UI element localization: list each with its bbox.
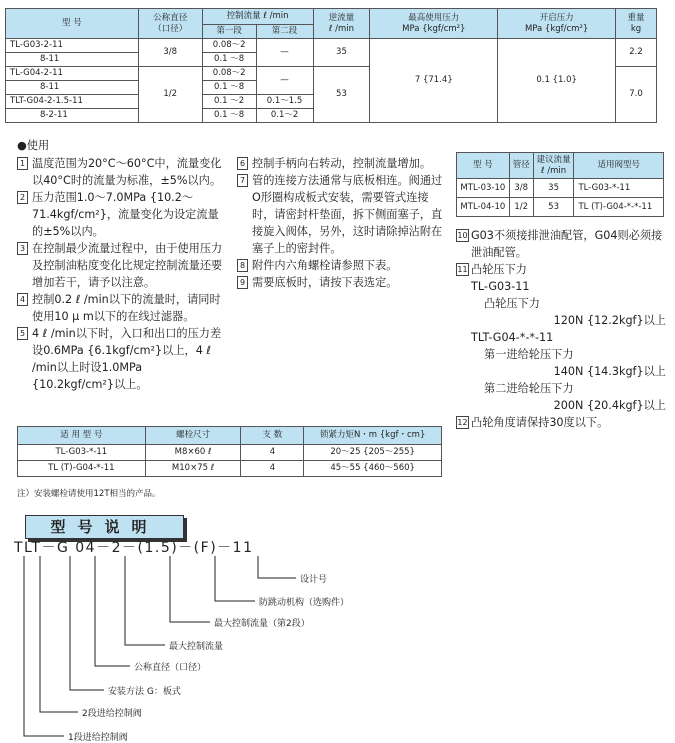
- model-code: TLT－G 04－2－(1.5)－(F)－11: [14, 540, 254, 556]
- header-cell: 螺栓尺寸: [145, 427, 241, 445]
- item-text: 凸轮角度请保持30度以下。: [471, 416, 609, 430]
- item-text: 需要底板时，请按下表选定。: [252, 276, 398, 290]
- table-cell: TL-G03-*-11: [18, 445, 146, 461]
- stage1-cell: 0.1 〜2: [202, 95, 256, 109]
- header-cell: 适用阀型号: [574, 153, 664, 179]
- table-cell: 4: [241, 461, 304, 477]
- model-cell: TL-G03-2-11: [6, 39, 139, 53]
- cam-g03-value: 120N {12.2kgf}以上: [553, 314, 666, 328]
- item-number: 12: [457, 418, 468, 428]
- crack-pressure-cell: 0.1 {1.0}: [498, 39, 616, 123]
- code-label: 2段进给控制阀: [82, 709, 142, 719]
- code-label: 1段进给控制阀: [68, 733, 128, 743]
- item-number: 11: [457, 265, 468, 275]
- header-cell: 型 号: [457, 153, 510, 179]
- stage1-cell: 0.1 〜8: [202, 53, 256, 67]
- stage2-cell: 0.1〜2: [256, 109, 313, 123]
- code-label: 安装方法 G：板式: [108, 687, 181, 697]
- leader-line: [258, 556, 296, 578]
- table-cell: TL-G03-*-11: [574, 179, 664, 198]
- header-model: 型 号: [6, 9, 139, 39]
- header-cell: 锁紧力矩N・m {kgf・cm}: [304, 427, 442, 445]
- model-cell: 8-11: [6, 53, 139, 67]
- item-number: 9: [237, 276, 248, 289]
- reverse-cell: 53: [313, 67, 370, 123]
- table-cell: TL (T)-G04-*-*-11: [574, 198, 664, 217]
- header-stage2: 第二段: [256, 25, 313, 39]
- header-cell: 管径: [509, 153, 533, 179]
- cam-g03: TL-G03-11: [471, 280, 530, 294]
- item-number: 3: [17, 242, 28, 255]
- table-cell: MTL-03-10: [457, 179, 510, 198]
- item-number: 8: [237, 259, 248, 272]
- item-number: 4: [17, 293, 28, 306]
- code-label: 防跳动机构（选购件）: [259, 598, 350, 608]
- table-cell: 35: [533, 179, 574, 198]
- nominal-cell: 3/8: [138, 39, 202, 67]
- item-text: 控制0.2 ℓ /min以下的流量时，请同时使用10 μ m以下的在线过滤器。: [32, 293, 221, 324]
- item-text: 温度范围为20°C〜60°C中，流量变化以40°C时的流量为标准，±5%以内。: [32, 157, 222, 188]
- leader-line: [40, 556, 78, 712]
- model-cell: 8-11: [6, 81, 139, 95]
- code-label: 最大控制流量（第2段）: [214, 619, 310, 629]
- header-reverse: 逆流量 ℓ /min: [313, 9, 370, 39]
- nominal-cell: 1/2: [138, 67, 202, 123]
- weight-cell: 2.2: [616, 39, 657, 67]
- item-text: 在控制最少流量过程中，由于使用压力及控制油粘度变化比规定控制流量还要增加若干，请予以注意。: [32, 242, 223, 290]
- header-cell: 适 用 型 号: [18, 427, 146, 445]
- cam-g03-sub: 凸轮压下力: [484, 297, 540, 311]
- table-cell: 53: [533, 198, 574, 217]
- usage-heading: ●使用: [17, 139, 50, 152]
- cam-first-value: 140N {14.3kgf}以上: [553, 365, 666, 379]
- header-crack-pressure: 开启压力 MPa {kgf/cm²}: [498, 9, 616, 39]
- item-text: 管的连接方法通常与底板相连。阀通过O形圈构成板式安装，需要管式连接时，请密封杆垫面，拆下侧面塞子，直接旋入阀体，另外，这时请除掉沾附在塞子上的密封件。: [252, 174, 443, 256]
- stage1-cell: 0.1 〜8: [202, 81, 256, 95]
- table-cell: 45〜55 {460〜560}: [304, 461, 442, 477]
- item-text: 凸轮压下力: [471, 263, 527, 277]
- table-cell: MTL-04-10: [457, 198, 510, 217]
- table-cell: M8×60 ℓ: [145, 445, 241, 461]
- header-cell: 支 数: [241, 427, 304, 445]
- weight-cell: 7.0: [616, 67, 657, 123]
- table-cell: 4: [241, 445, 304, 461]
- header-nominal: 公称直径 （口径）: [138, 9, 202, 39]
- header-weight: 重量 kg: [616, 9, 657, 39]
- stage2-cell: 0.1〜1.5: [256, 95, 313, 109]
- item-number: 1: [17, 157, 28, 170]
- item-text: 4 ℓ /min以下时，入口和出口的压力差设0.6MPa {6.1kgf/cm²}以上，4 ℓ /min以上时设1.0MPa {10.2kgf/cm²}以上。: [32, 327, 222, 392]
- leader-line: [24, 556, 64, 736]
- table-cell: 3/8: [509, 179, 533, 198]
- item-number: 2: [17, 191, 28, 204]
- stage1-cell: 0.1 〜8: [202, 109, 256, 123]
- item-text: G03不须接排泄油配管，G04则必须接泄油配管。: [471, 229, 663, 260]
- item-number: 6: [237, 157, 248, 170]
- cam-second-label: 第二进给轮压下力: [484, 382, 574, 396]
- code-label: 公称直径（口径）: [134, 663, 207, 673]
- leader-line: [70, 556, 104, 690]
- cam-first-label: 第一进给轮压下力: [484, 348, 574, 362]
- leader-line: [170, 556, 210, 622]
- stage2-cell: —: [256, 67, 313, 95]
- header-flow: 控制流量 ℓ /min: [202, 9, 313, 25]
- model-explain-title: 型号说明: [25, 515, 184, 539]
- table-cell: 1/2: [509, 198, 533, 217]
- stage1-cell: 0.08〜2: [202, 67, 256, 81]
- code-label: 最大控制流量: [169, 642, 224, 652]
- stage1-cell: 0.08〜2: [202, 39, 256, 53]
- max-pressure-cell: 7 {71.4}: [370, 39, 498, 123]
- stage2-cell: —: [256, 39, 313, 67]
- model-cell: TLT-G04-2-1.5-11: [6, 95, 139, 109]
- item-number: 7: [237, 174, 248, 187]
- table-cell: M10×75 ℓ: [145, 461, 241, 477]
- header-cell: 建议流量 ℓ /min: [533, 153, 574, 179]
- cam-second-value: 200N {20.4kgf}以上: [553, 399, 666, 413]
- code-label: 设计号: [300, 575, 328, 585]
- header-max-pressure: 最高使用压力 MPa {kgf/cm²}: [370, 9, 498, 39]
- model-cell: 8-2-11: [6, 109, 139, 123]
- item-text: 压力范围1.0〜7.0MPa {10.2〜71.4kgf/cm²}，流量变化为设定流量的±5%以内。: [32, 191, 219, 239]
- cam-g04: TLT-G04-*-*-11: [471, 331, 554, 345]
- table-cell: TL (T)-G04-*-11: [18, 461, 146, 477]
- table-cell: 20〜25 {205〜255}: [304, 445, 442, 461]
- reverse-cell: 35: [313, 39, 370, 67]
- model-cell: TL-G04-2-11: [6, 67, 139, 81]
- leader-line: [125, 556, 165, 645]
- item-number: 10: [457, 231, 468, 240]
- item-text: 控制手柄向右转动，控制流量增加。: [252, 157, 432, 170]
- bolt-note: 注）安装螺栓请使用12T相当的产品。: [17, 489, 161, 499]
- item-number: 5: [17, 327, 28, 340]
- item-text: 附件内六角螺栓请参照下表。: [252, 259, 398, 273]
- leader-line: [215, 556, 255, 601]
- header-stage1: 第一段: [202, 25, 256, 39]
